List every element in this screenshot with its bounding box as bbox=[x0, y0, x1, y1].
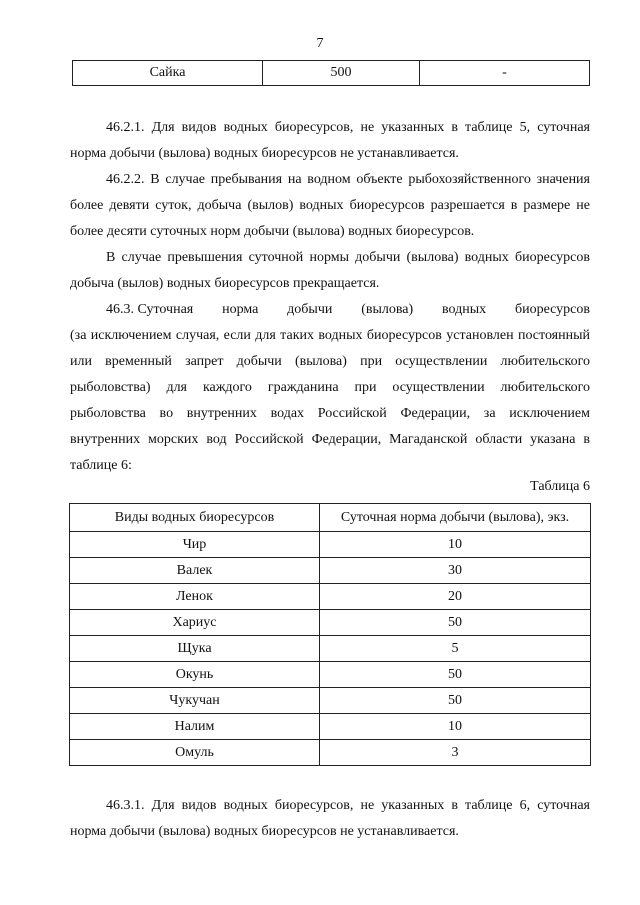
norm-cell: 10 bbox=[320, 714, 591, 740]
table-cell-extra: - bbox=[420, 61, 590, 86]
norm-cell: 50 bbox=[320, 688, 591, 714]
species-cell: Налим bbox=[70, 714, 320, 740]
table-6 bbox=[69, 503, 591, 766]
table-cell-norm: 500 bbox=[263, 61, 420, 86]
paragraph-46-3-first-line bbox=[70, 297, 590, 323]
table-header-row bbox=[70, 504, 591, 532]
word: норма bbox=[222, 302, 259, 317]
table-cell-species: Сайка bbox=[73, 61, 263, 86]
paragraph-46-3-1: 46.3.1. Для видов водных биоресурсов, не указанных в таблице 6, суточная норма добычи (вылова) водных биоресурсов не устанавливается. bbox=[70, 798, 590, 839]
norm-cell: 50 bbox=[320, 610, 591, 636]
norm-cell: 3 bbox=[320, 740, 591, 766]
table-row bbox=[70, 740, 591, 766]
table-row bbox=[70, 662, 591, 688]
table-5-continuation bbox=[72, 60, 590, 86]
table-row bbox=[70, 584, 591, 610]
page-number: 7 bbox=[316, 36, 324, 51]
table-row bbox=[70, 558, 591, 584]
word: водных bbox=[441, 302, 487, 317]
paragraph-46-2-1: 46.2.1. Для видов водных биоресурсов, не указанных в таблице 5, суточная норма добычи (вылова) водных биоресурсов не устанавливается. bbox=[70, 120, 590, 161]
word: (вылова) bbox=[361, 302, 414, 317]
norm-cell: 50 bbox=[320, 662, 591, 688]
table-row bbox=[70, 714, 591, 740]
species-cell: Щука bbox=[70, 636, 320, 662]
column-header-species: Виды водных биоресурсов bbox=[70, 504, 320, 532]
species-cell: Омуль bbox=[70, 740, 320, 766]
species-cell: Чир bbox=[70, 532, 320, 558]
word: 46.3. Суточная bbox=[106, 302, 194, 317]
norm-cell: 5 bbox=[320, 636, 591, 662]
species-cell: Ленок bbox=[70, 584, 320, 610]
norm-cell: 10 bbox=[320, 532, 591, 558]
column-header-norm: Суточная норма добычи (вылова), экз. bbox=[320, 504, 591, 532]
species-cell: Чукучан bbox=[70, 688, 320, 714]
table-row bbox=[70, 532, 591, 558]
word: добычи bbox=[287, 302, 333, 317]
paragraph-46-3-body: (за исключением случая, если для таких водных биоресурсов установлен постоянный или временный запрет добычи (вылова) при осуществлении любительского рыболовства) для каждого гражданина при осуществлении любительского рыболовства во внутренних водах Российской Федерации, за исключением внутренних морских вод Российской Федерации, Магаданской области указана в таблице 6: bbox=[70, 328, 590, 473]
norm-cell: 30 bbox=[320, 558, 591, 584]
table-row bbox=[70, 610, 591, 636]
species-cell: Окунь bbox=[70, 662, 320, 688]
table-row bbox=[70, 636, 591, 662]
species-cell: Хариус bbox=[70, 610, 320, 636]
word: биоресурсов bbox=[514, 302, 590, 317]
paragraph-46-3 bbox=[70, 297, 590, 479]
table-caption: Таблица 6 bbox=[530, 479, 590, 494]
species-cell: Валек bbox=[70, 558, 320, 584]
paragraph-46-2-2: 46.2.2. В случае пребывания на водном объекте рыбохозяйственного значения более девяти суток, добыча (вылов) водных биоресурсов разрешается в размере не более десяти суточных норм добычи (вылова) водных биоресурсов. bbox=[70, 172, 590, 239]
table-row bbox=[70, 688, 591, 714]
table-row bbox=[73, 61, 590, 86]
norm-cell: 20 bbox=[320, 584, 591, 610]
paragraph-exceed: В случае превышения суточной нормы добычи (вылова) водных биоресурсов добыча (вылов) водных биоресурсов прекращается. bbox=[70, 250, 590, 291]
